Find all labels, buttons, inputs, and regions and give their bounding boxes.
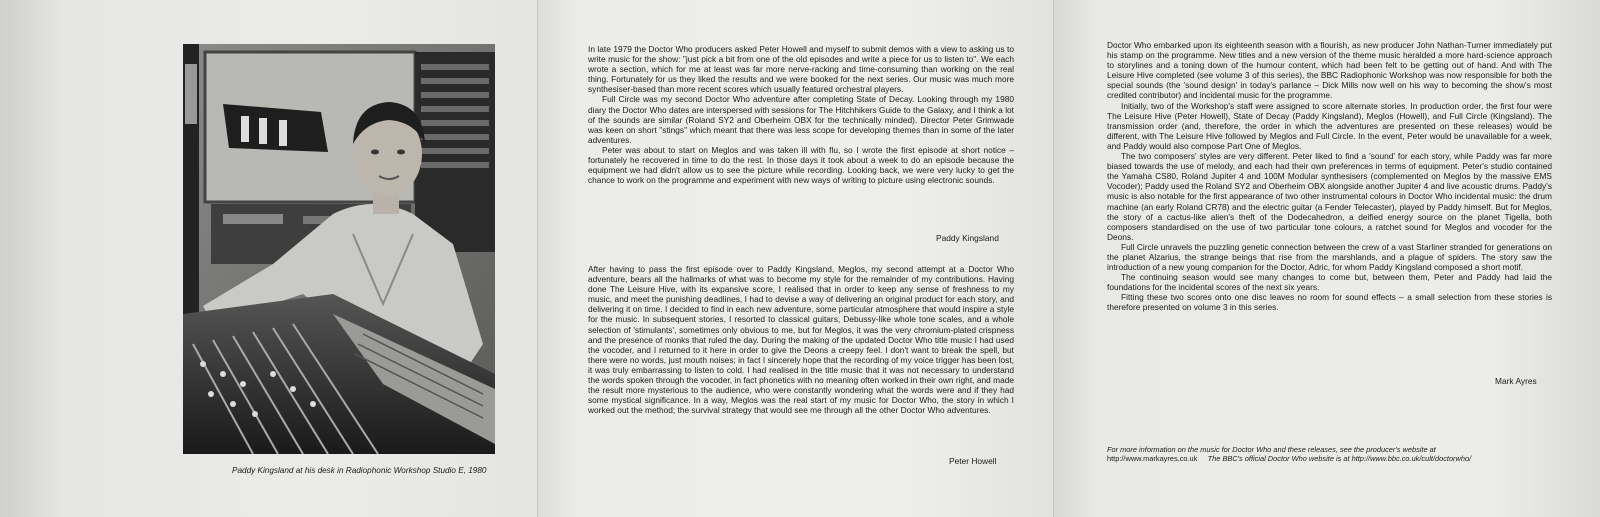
photo-caption: Paddy Kingsland at his desk in Radiophonic Workshop Studio E, 1980 [232,466,487,475]
signature-kingsland: Paddy Kingsland [936,233,999,243]
footer-info [1107,445,1471,464]
ayres-notes [1107,40,1552,313]
photo-illustration [183,44,495,454]
howell-notes [588,264,1014,415]
left-panel [0,0,538,517]
paragraph: The continuing season would see many changes to come but, between them, Peter and Paddy had laid the foundations for the incidental scores of the next six years. [1107,272,1552,293]
producer-website-link[interactable]: http://www.markayres.co.uk [1107,454,1198,464]
footer-text: For more information on the music for Doctor Who and these releases, see the producer's website at [1107,445,1436,454]
bbc-website-text: The BBC's official Doctor Who website is at http://www.bbc.co.uk/cult/doctorwho/ [1207,454,1472,464]
paragraph: Fitting these two scores onto one disc leaves no room for sound effects – a small selection from these stories is therefore presented on volume 3 in this series. [1107,292,1552,313]
middle-panel [538,0,1054,517]
signature-howell: Peter Howell [949,456,997,466]
paragraph: Full Circle was my second Doctor Who adventure after completing State of Decay. Looking through my 1980 diary the Doctor Who dates are interspersed with sessions for The Hitchhikers Guide to the Galaxy, and I think a lot of the sounds are similar (Roland SY2 and Oberheim OBX for the technically minded). Director Peter Grimwade was keen on short "stings" which meant that there was less scope for developing themes than in some of the later adventures. [588,94,1014,145]
paragraph: After having to pass the first episode over to Paddy Kingsland, Meglos, my second attempt at a Doctor Who adventure, bears all the hallmarks of what was to become my style for the remainder of my contributions. Having done The Leisure Hive, with its expansive score, I realised that in order to keep any sense of freshness to my music, and meet the punishing deadlines, I had to devise a way of delivering an original product for each story, and delivering it on time. I decided to find in each new adventure, some particular atmosphere that would inspire a style for the music. In subsequent stories, I resorted to classical guitars, Debussy-like whole tone scales, and a whole selection of 'stimulants', sometimes only obvious to me, but for Meglos, it was the very chromium-plated crispness and the presence of monks that ruled the day. During the making of the updated Doctor Who title music I had used the vocoder, and I returned to it here in order to give the Deons a creepy feel. I don't want to break the spell, but there were no words, just mouth noises; in fact I sincerely hope that the recording of my voice trigger has been lost, it was truly embarrassing to listen to cold. I had realised in the title music that it was not necessary to understand the words spoken through the vocoder, in fact phonetics with no meaning often worked in their own right, and made the result more mysterious to the audience, who were constantly wondering what the words were and if they had some mystical significance. In a way, Meglos was the real start of my music for Doctor Who, the story in which I worked out the method; the survival strategy that would see me through all the other Doctor Who adventures. [588,264,1014,416]
paragraph: Full Circle unravels the puzzling genetic connection between the crew of a vast Starliner stranded for generations on the planet Alzarius, the strange beings that rise from the marshlands, and a plague of spiders. The story saw the introduction of a new young companion for the Doctor, Adric, for whom Paddy Kingsland composed a short motif. [1107,241,1552,273]
signature-ayres: Mark Ayres [1495,376,1537,386]
paragraph: Peter was about to start on Meglos and was taken ill with flu, so I wrote the first episode at short notice – fortunately he recovered in time to do the rest. In those days it took about a week to do an episode because the equipment we had didn't allow us to see the picture while recording. Looking back, we were very lucky to get the chance to work on the programme and experiment with new ways of writing to picture using electronic sounds. [588,144,1014,186]
right-panel [1054,0,1600,517]
studio-photo [183,44,495,454]
kingsland-notes [588,44,1014,185]
paragraph: Initially, two of the Workshop's staff were assigned to score alternate stories. In production order, the first four were The Leisure Hive (Peter Howell), State of Decay (Paddy Kingsland), Meglos (Howell), and Full Circle (Kingsland). The transmission order (and, therefore, the order in which the adventures are presented on these releases) would be different, with The Leisure Hive followed by Meglos and Full Circle. In the event, Peter would be unavailable for a week, and Paddy would also compose Part One of Meglos. [1107,100,1552,151]
paragraph: Doctor Who embarked upon its eighteenth season with a flourish, as new producer John Nathan-Turner immediately put his stamp on the programme. New titles and a new version of the theme music heralded a more hard-science approach to storylines and a toning down of the humour content, which had been felt to be getting out of hand. And with The Leisure Hive completed (see volume 3 of this series), the BBC Radiophonic Workshop was now responsible for both the special sounds (the 'sound design' in today's parlance – Dick Mills now well on his way to becoming the show's most credited contributor) and incidental music for the programme. [1107,40,1552,101]
paragraph: The two composers' styles are very different. Peter liked to find a 'sound' for each story, while Paddy was far more biased towards the use of melody, and each had their own preferences in terms of equipment. Peter's studio contained the Yamaha CS80, Roland Jupiter 4 and 100M Modular synthesisers (complemented on Meglos by the massive EMS Vocoder); Paddy used the Roland SY2 and Oberheim OBX alongside another Jupiter 4 and live acoustic drums. Paddy's music is also notable for the first appearance of two other instrumental colours in Doctor Who incidental music: the drum machine (an early Roland CR78) and the electric guitar (a Fender Telecaster), played by Paddy himself. But for Meglos, the story of a cactus-like alien's theft of the Dodecahedron, a deified energy source on the planet Tigella, both composers standardised on the use of two particular tone colours, a ratchet sound for Meglos and vocoder for the Deons. [1107,151,1552,242]
paragraph: In late 1979 the Doctor Who producers asked Peter Howell and myself to submit demos with a view to asking us to write music for the show: "just pick a bit from one of the old episodes and write a piece for us to listen to". We each wrote a section, which for me at least was far more nerve-racking and time-consuming than working on the real thing. Fortunately for us they liked the results and we were booked for the next series. Our music was much more synthesiser-based than more recent scores which usually featured orchestral players. [588,44,1014,95]
